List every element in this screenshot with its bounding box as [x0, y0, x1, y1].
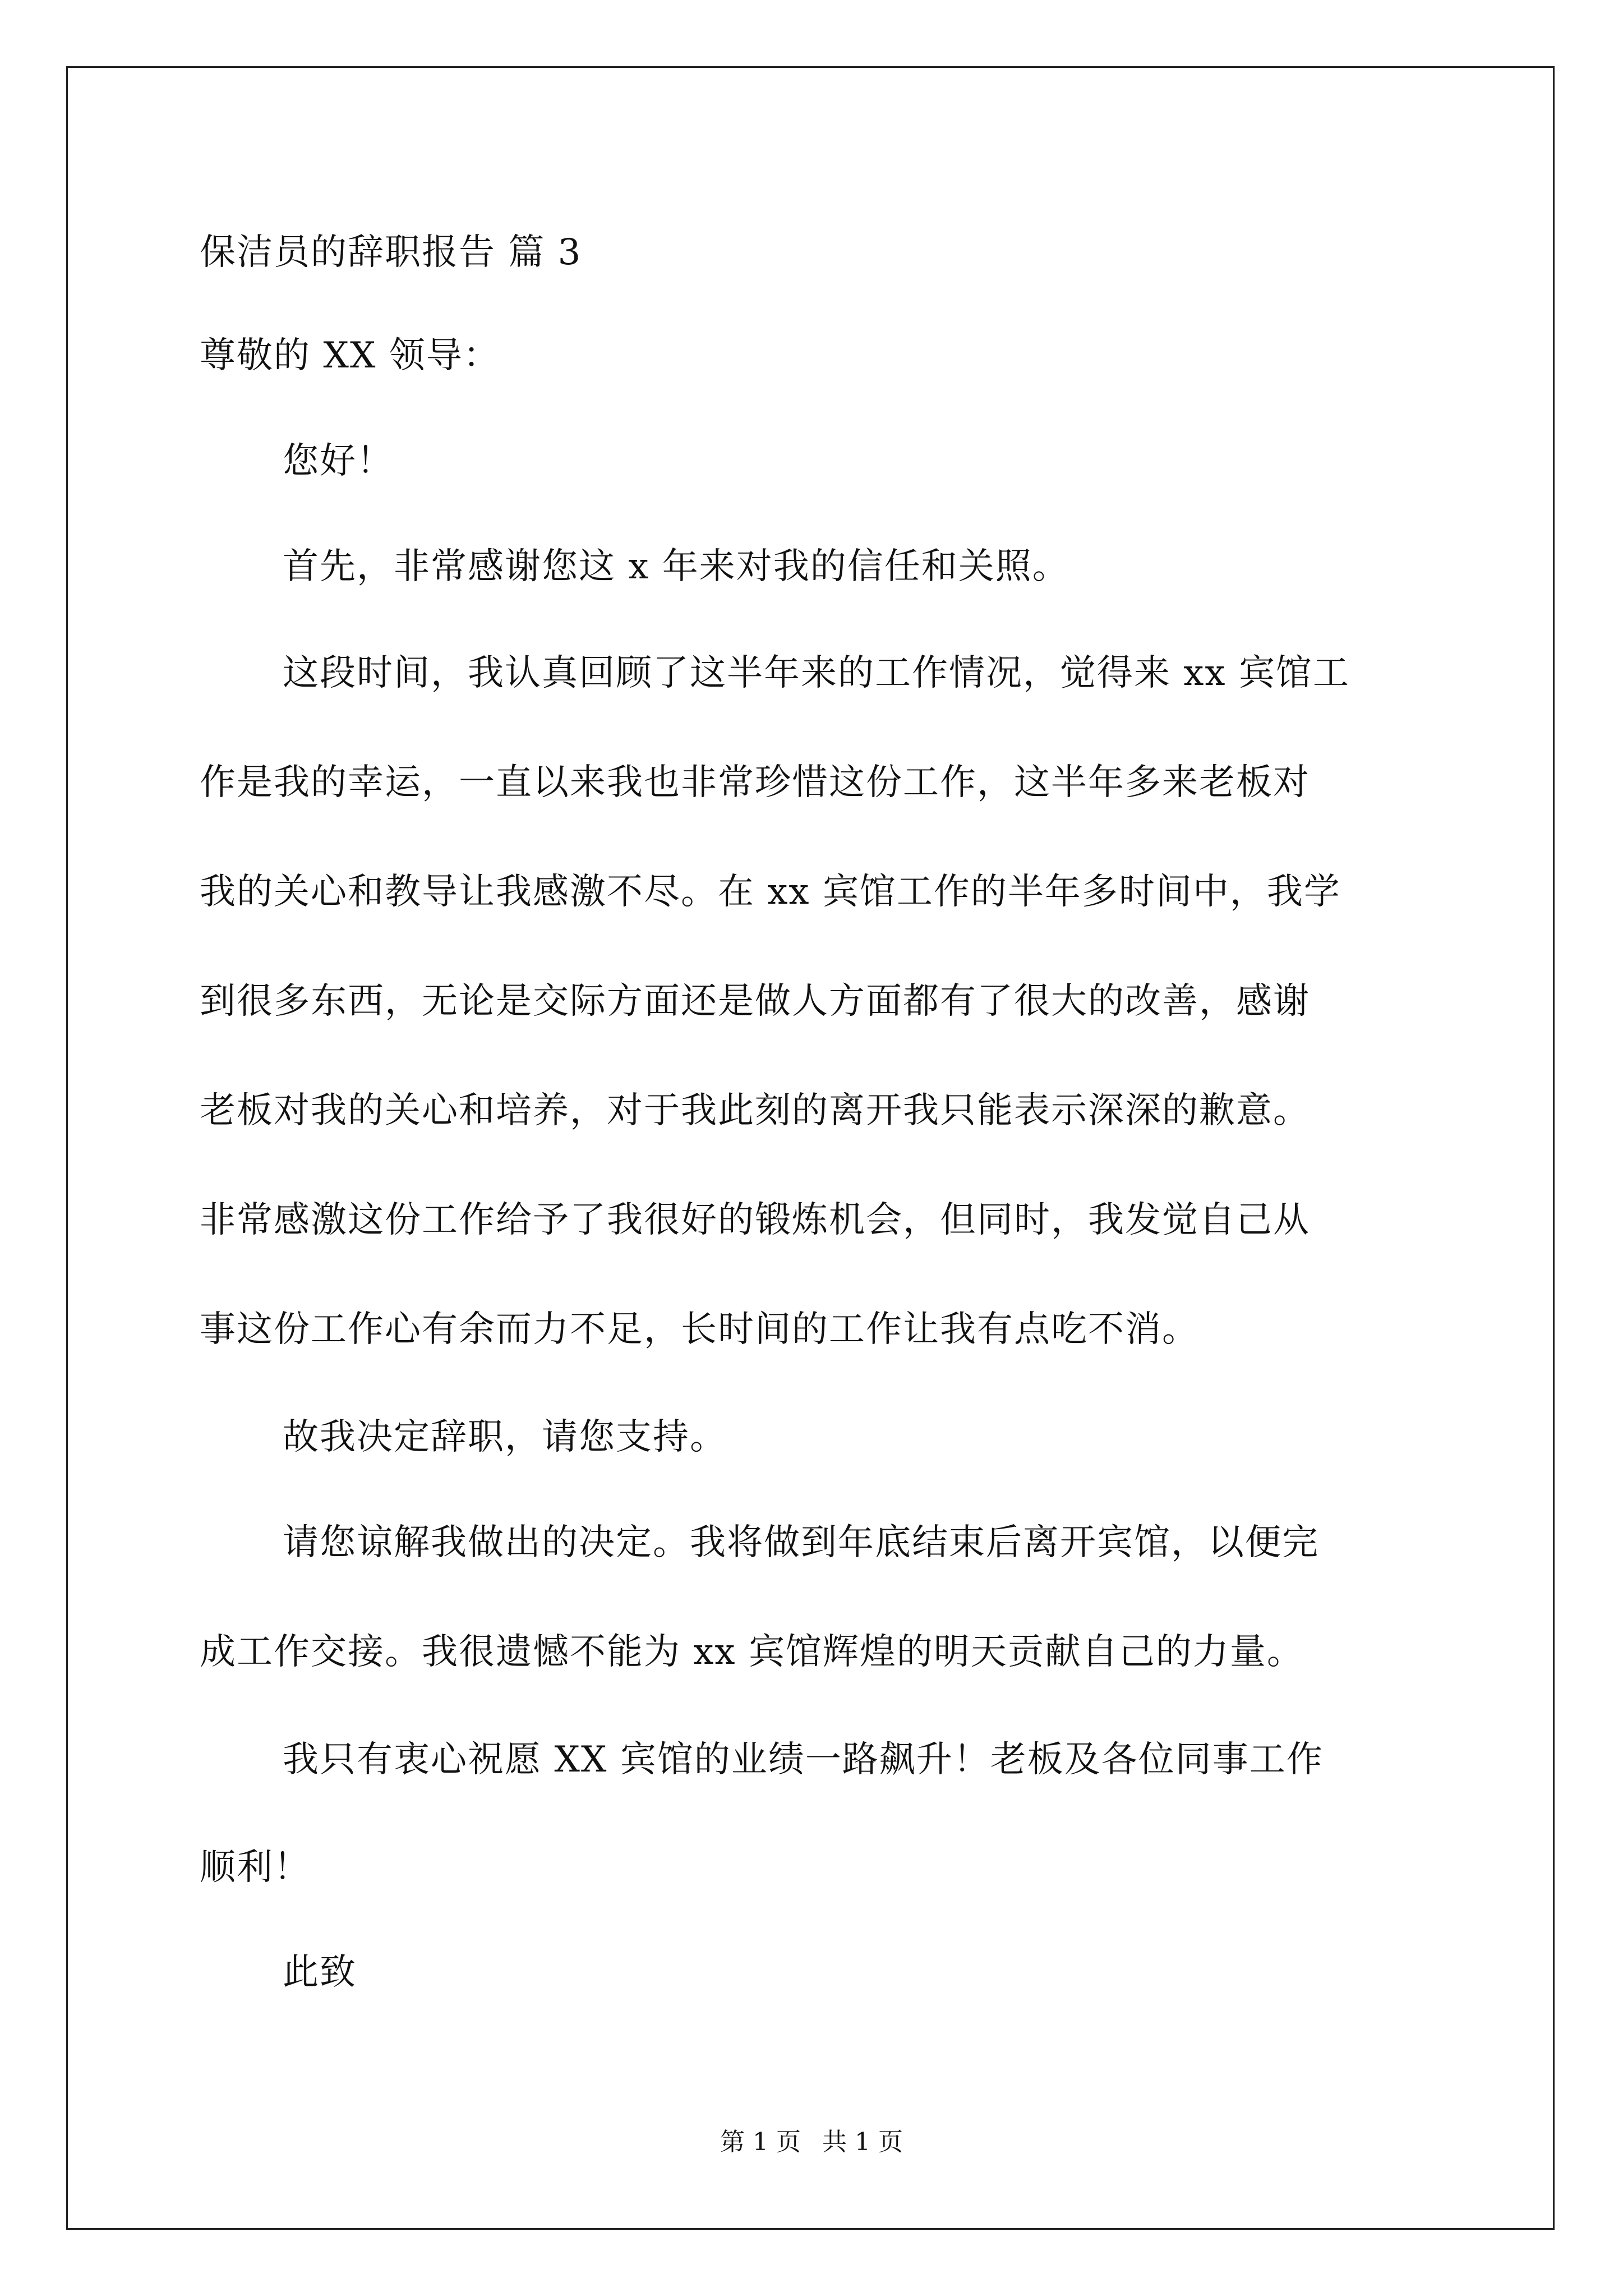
page-count: 共 1 页: [822, 2128, 903, 2156]
paragraph-line: 这段时间，我认真回顾了这半年来的工作情况，觉得来 xx 宾馆工: [283, 652, 1350, 694]
closing-line: 此致: [283, 1952, 357, 1993]
paragraph-line: 老板对我的关心和培养，对于我此刻的离开我只能表示深深的歉意。: [200, 1090, 1310, 1131]
paragraph-line: 首先，非常感谢您这 x 年来对我的信任和关照。: [283, 546, 1069, 587]
salutation: 尊敬的 XX 领导：: [200, 335, 500, 376]
greeting: 您好！: [283, 440, 394, 482]
page-number: 第 1 页: [720, 2128, 801, 2156]
page-frame: [66, 66, 1555, 2230]
paragraph-line: 到很多东西，无论是交际方面还是做人方面都有了很大的改善，感谢: [200, 981, 1310, 1022]
paragraph-line: 故我决定辞职，请您支持。: [283, 1416, 727, 1458]
paragraph-line: 成工作交接。我很遗憾不能为 xx 宾馆辉煌的明天贡献自己的力量。: [200, 1631, 1304, 1673]
paragraph-line: 作是我的幸运，一直以来我也非常珍惜这份工作，这半年多来老板对: [200, 762, 1310, 803]
paragraph-line: 非常感激这份工作给予了我很好的锻炼机会，但同时，我发觉自己从: [200, 1199, 1310, 1241]
page-footer: [0, 2130, 1623, 2155]
paragraph-line: 请您谅解我做出的决定。我将做到年底结束后离开宾馆，以便完: [283, 1522, 1319, 1563]
document-title: 保洁员的辞职报告 篇 3: [200, 232, 582, 273]
paragraph-line: 我只有衷心祝愿 XX 宾馆的业绩一路飙升！老板及各位同事工作: [283, 1739, 1324, 1780]
paragraph-line: 事这份工作心有余而力不足，长时间的工作让我有点吃不消。: [200, 1309, 1199, 1350]
paragraph-line: 顺利！: [200, 1847, 311, 1888]
paragraph-line: 我的关心和教导让我感激不尽。在 xx 宾馆工作的半年多时间中，我学: [200, 871, 1341, 913]
